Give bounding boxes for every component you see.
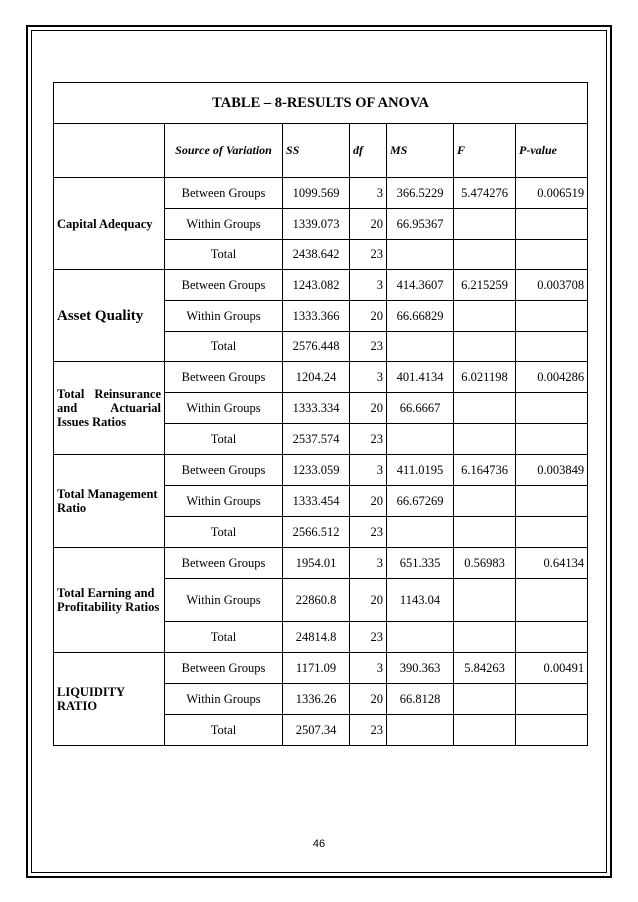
cell-pvalue [516, 424, 588, 455]
cell-source: Total [165, 622, 283, 653]
cell-df: 23 [350, 424, 387, 455]
header-blank [54, 124, 165, 178]
title-row [54, 83, 588, 124]
cell-df: 3 [350, 548, 387, 579]
cell-source: Between Groups [165, 548, 283, 579]
cell-df: 23 [350, 332, 387, 362]
cell-f: 5.474276 [454, 178, 516, 209]
cell-pvalue [516, 393, 588, 424]
cell-f [454, 715, 516, 746]
cell-ms: 366.5229 [387, 178, 454, 209]
cell-ms [387, 622, 454, 653]
cell-ms [387, 424, 454, 455]
cell-ss: 2576.448 [283, 332, 350, 362]
table-row [54, 362, 588, 393]
cell-source: Within Groups [165, 579, 283, 622]
cell-ss: 1336.26 [283, 684, 350, 715]
cell-ms: 66.66829 [387, 301, 454, 332]
cell-ms [387, 715, 454, 746]
cell-ms [387, 240, 454, 270]
cell-ms: 651.335 [387, 548, 454, 579]
cell-pvalue [516, 209, 588, 240]
cell-f [454, 579, 516, 622]
cell-pvalue: 0.00491 [516, 653, 588, 684]
cell-f [454, 393, 516, 424]
cell-pvalue [516, 579, 588, 622]
cell-df: 3 [350, 455, 387, 486]
cell-f [454, 240, 516, 270]
cell-ms: 66.8128 [387, 684, 454, 715]
cell-ss: 1339.073 [283, 209, 350, 240]
cell-df: 20 [350, 393, 387, 424]
cell-f [454, 209, 516, 240]
group-label: LIQUIDITY RATIO [54, 653, 165, 746]
cell-pvalue [516, 684, 588, 715]
cell-ms [387, 332, 454, 362]
cell-pvalue [516, 332, 588, 362]
cell-pvalue [516, 301, 588, 332]
cell-source: Within Groups [165, 393, 283, 424]
table-row [54, 178, 588, 209]
cell-pvalue [516, 622, 588, 653]
cell-ss: 2438.642 [283, 240, 350, 270]
header-df: df [350, 124, 387, 178]
anova-table [53, 82, 588, 746]
cell-df: 23 [350, 715, 387, 746]
cell-pvalue: 0.003849 [516, 455, 588, 486]
cell-source: Within Groups [165, 684, 283, 715]
cell-ss: 1233.059 [283, 455, 350, 486]
cell-df: 20 [350, 684, 387, 715]
cell-ms: 66.95367 [387, 209, 454, 240]
cell-df: 23 [350, 517, 387, 548]
group-label: Capital Adequacy [54, 178, 165, 270]
header-ss: SS [283, 124, 350, 178]
cell-ss: 2566.512 [283, 517, 350, 548]
cell-pvalue [516, 517, 588, 548]
cell-pvalue: 0.004286 [516, 362, 588, 393]
cell-ss: 1333.334 [283, 393, 350, 424]
header-ms: MS [387, 124, 454, 178]
cell-f [454, 332, 516, 362]
group-label: Total Reinsurance and Actuarial Issues Ratios [54, 362, 165, 455]
cell-df: 3 [350, 178, 387, 209]
header-source: Source of Variation [165, 124, 283, 178]
cell-ms [387, 517, 454, 548]
header-row [54, 124, 588, 178]
cell-f: 0.56983 [454, 548, 516, 579]
cell-source: Total [165, 517, 283, 548]
cell-ss: 1333.366 [283, 301, 350, 332]
cell-ss: 22860.8 [283, 579, 350, 622]
cell-source: Within Groups [165, 301, 283, 332]
header-pvalue: P-value [516, 124, 588, 178]
cell-df: 20 [350, 486, 387, 517]
cell-df: 23 [350, 240, 387, 270]
cell-ss: 1333.454 [283, 486, 350, 517]
cell-pvalue [516, 240, 588, 270]
group-label: Asset Quality [54, 270, 165, 362]
cell-ss: 24814.8 [283, 622, 350, 653]
cell-pvalue [516, 715, 588, 746]
cell-f [454, 517, 516, 548]
cell-source: Total [165, 424, 283, 455]
cell-f [454, 684, 516, 715]
table-row [54, 548, 588, 579]
cell-source: Within Groups [165, 209, 283, 240]
table-row [54, 270, 588, 301]
cell-ss: 1099.569 [283, 178, 350, 209]
cell-ms: 401.4134 [387, 362, 454, 393]
cell-source: Between Groups [165, 455, 283, 486]
cell-f: 6.021198 [454, 362, 516, 393]
cell-ms: 66.67269 [387, 486, 454, 517]
cell-pvalue: 0.003708 [516, 270, 588, 301]
cell-source: Total [165, 332, 283, 362]
cell-f [454, 301, 516, 332]
group-label: Total Management Ratio [54, 455, 165, 548]
cell-df: 23 [350, 622, 387, 653]
cell-source: Between Groups [165, 362, 283, 393]
cell-ms: 1143.04 [387, 579, 454, 622]
cell-source: Total [165, 715, 283, 746]
cell-df: 3 [350, 362, 387, 393]
cell-ms: 390.363 [387, 653, 454, 684]
cell-ss: 1954.01 [283, 548, 350, 579]
cell-source: Between Groups [165, 270, 283, 301]
group-label: Total Earning and Profitability Ratios [54, 548, 165, 653]
cell-pvalue [516, 486, 588, 517]
cell-source: Between Groups [165, 178, 283, 209]
cell-ss: 1204.24 [283, 362, 350, 393]
cell-df: 20 [350, 579, 387, 622]
cell-source: Total [165, 240, 283, 270]
cell-ss: 2507.34 [283, 715, 350, 746]
page-number: 46 [312, 838, 326, 850]
cell-f [454, 486, 516, 517]
cell-df: 20 [350, 209, 387, 240]
cell-pvalue: 0.64134 [516, 548, 588, 579]
cell-df: 3 [350, 653, 387, 684]
cell-ms: 411.0195 [387, 455, 454, 486]
cell-source: Within Groups [165, 486, 283, 517]
cell-f [454, 424, 516, 455]
cell-df: 20 [350, 301, 387, 332]
cell-ms: 414.3607 [387, 270, 454, 301]
cell-f [454, 622, 516, 653]
cell-ss: 2537.574 [283, 424, 350, 455]
cell-pvalue: 0.006519 [516, 178, 588, 209]
table-row [54, 455, 588, 486]
cell-f: 6.215259 [454, 270, 516, 301]
cell-df: 3 [350, 270, 387, 301]
cell-f: 5.84263 [454, 653, 516, 684]
header-f: F [454, 124, 516, 178]
table-title: TABLE – 8-RESULTS OF ANOVA [54, 83, 588, 124]
cell-f: 6.164736 [454, 455, 516, 486]
cell-ss: 1171.09 [283, 653, 350, 684]
cell-ms: 66.6667 [387, 393, 454, 424]
table-row [54, 653, 588, 684]
cell-source: Between Groups [165, 653, 283, 684]
cell-ss: 1243.082 [283, 270, 350, 301]
